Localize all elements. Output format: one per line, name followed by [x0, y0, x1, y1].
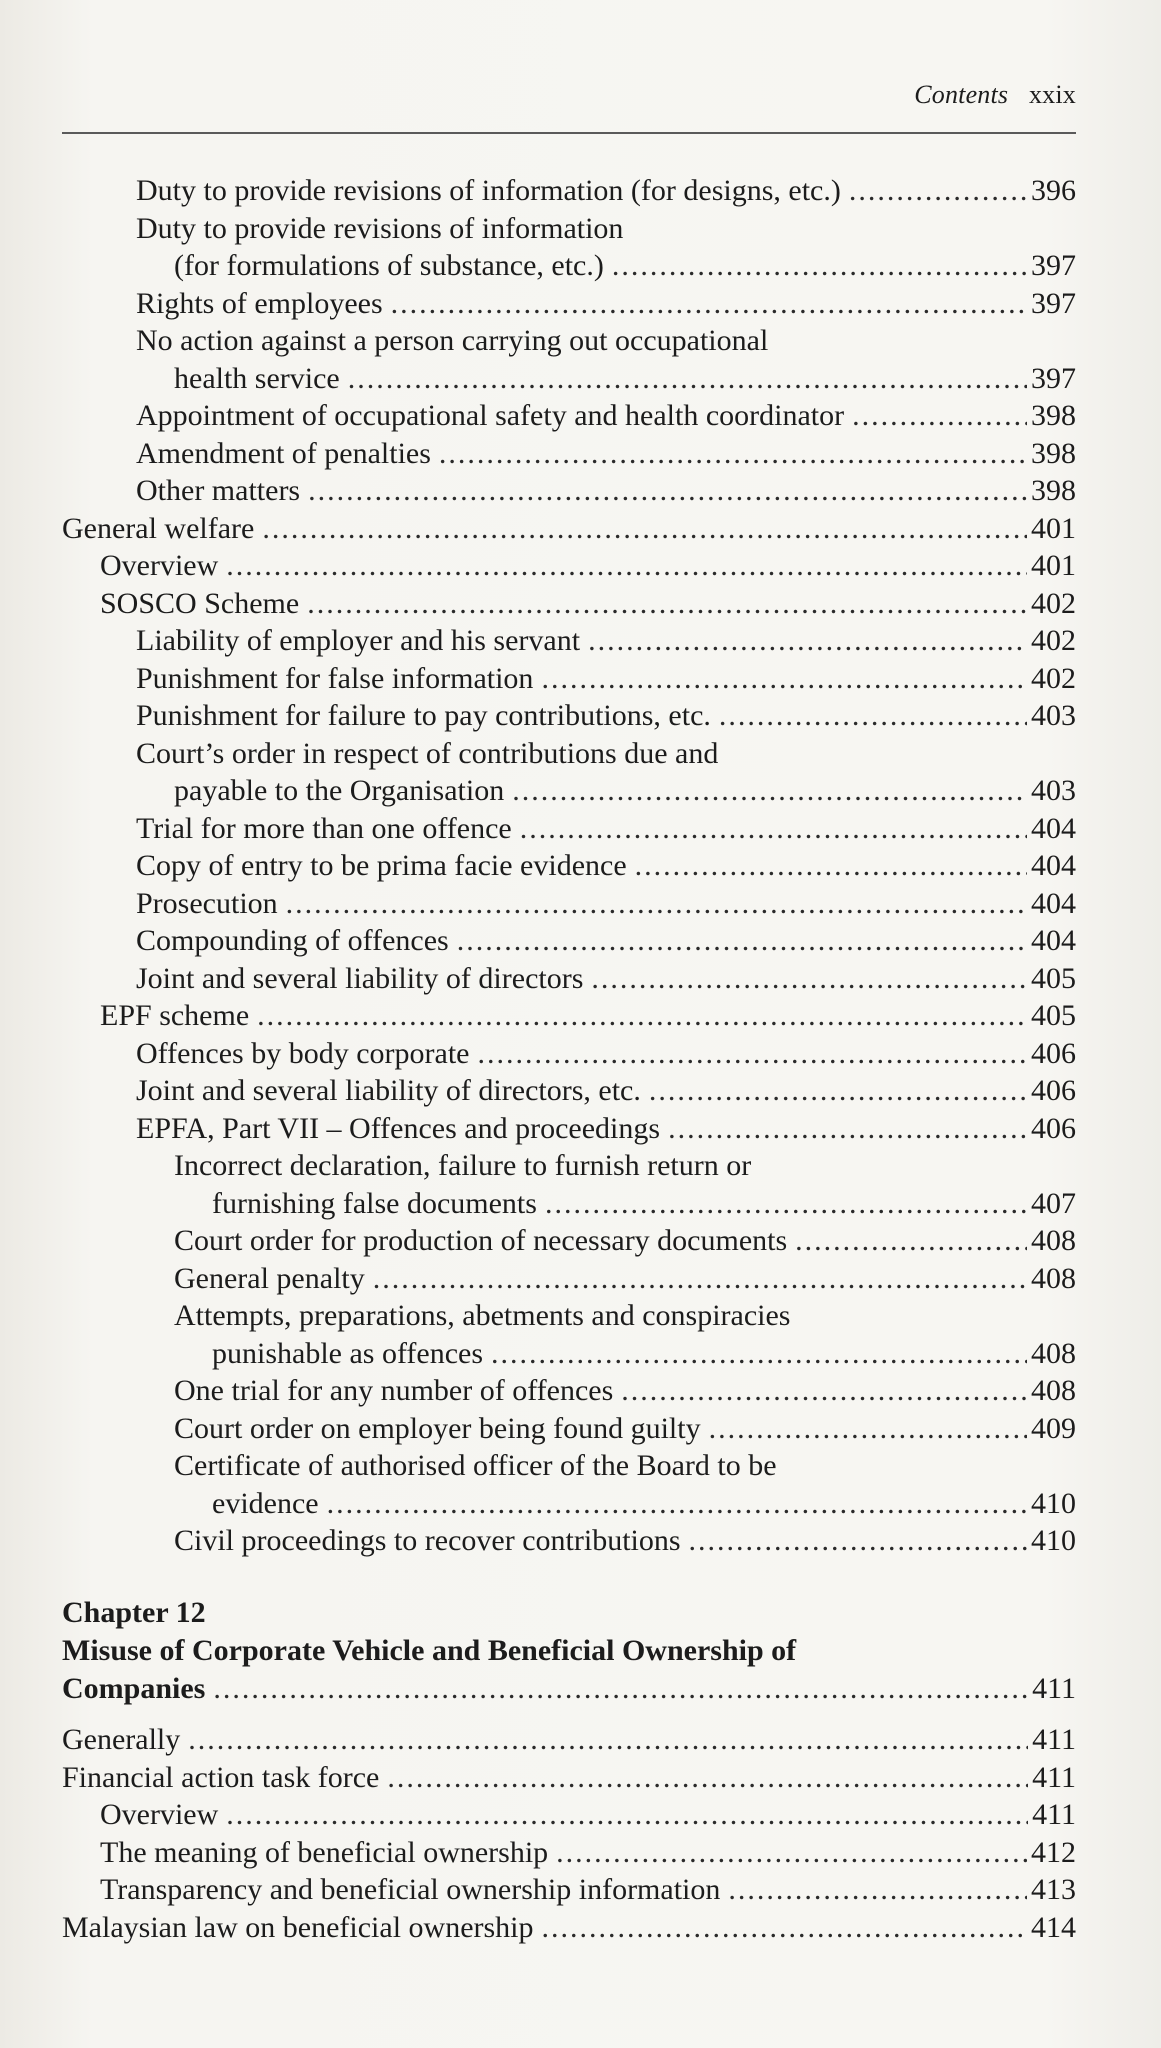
toc-entry [62, 1147, 1076, 1185]
toc-entry-page-number: 398 [1031, 474, 1076, 507]
toc-entry-title: furnishing false documents [212, 1186, 537, 1220]
toc-entry-page-number: 402 [1031, 661, 1076, 695]
running-header-page-number: xxix [1028, 80, 1076, 109]
toc-entry-page-number: 403 [1031, 699, 1076, 732]
toc-entry-page-number: 414 [1031, 1910, 1076, 1944]
toc-entry-title: One trial for any number of offences [174, 1374, 614, 1407]
toc-entry-page-number: 410 [1031, 1486, 1076, 1520]
toc-entry [62, 1447, 1076, 1485]
toc-entry-title: Amendment of penalties [136, 436, 431, 470]
toc-entry [62, 810, 1076, 848]
toc-entry-page-number: 402 [1031, 586, 1076, 620]
toc-entry [62, 1485, 1076, 1523]
chapter-title-entry [62, 1670, 1076, 1708]
toc-entry-page-number: 408 [1031, 1224, 1076, 1257]
toc-entry-title: Duty to provide revisions of information (for designs, etc.) [136, 174, 841, 207]
leader-dots [588, 622, 1027, 660]
toc-entry [62, 885, 1076, 923]
toc-entry-page-number: 405 [1031, 961, 1076, 995]
leader-dots [591, 960, 1027, 998]
toc-entry-page-number: 408 [1031, 1261, 1076, 1295]
toc-entry-title: Attempts, preparations, abetments and conspiracies [174, 1299, 791, 1332]
toc-entries-after [62, 1721, 1076, 1946]
toc-entry-page-number: 401 [1031, 549, 1076, 582]
toc-entry [62, 435, 1076, 473]
toc-entry-title: payable to the Organisation [174, 774, 505, 807]
leader-dots [262, 510, 1027, 548]
toc-entry [62, 1072, 1076, 1110]
toc-entry-title: General penalty [174, 1261, 365, 1295]
toc-entry-page-number: 406 [1031, 1074, 1076, 1107]
leader-dots [612, 247, 1027, 285]
toc-entry [62, 1297, 1076, 1335]
leader-dots [635, 847, 1027, 885]
leader-dots [327, 1485, 1027, 1523]
toc-entry [62, 1871, 1076, 1909]
toc-entry-page-number: 412 [1031, 1835, 1076, 1869]
leader-dots [373, 1260, 1027, 1298]
leader-dots [457, 922, 1027, 960]
toc-entry-title: Malaysian law on beneficial ownership [62, 1910, 534, 1944]
leader-dots [286, 885, 1027, 923]
toc-entry [62, 1834, 1076, 1872]
toc-entry-page-number: 403 [1031, 774, 1076, 807]
chapter-title-line-1: Misuse of Corporate Vehicle and Beneficial Ownership of [62, 1633, 797, 1667]
leader-dots [348, 360, 1027, 398]
toc-entry [62, 1410, 1076, 1448]
leader-dots [478, 1035, 1028, 1073]
toc-entry-page-number: 405 [1031, 999, 1076, 1032]
toc-entry-title: Joint and several liability of directors [136, 961, 584, 995]
toc-entry [62, 697, 1076, 735]
leader-dots [226, 547, 1027, 585]
toc-entry [62, 510, 1076, 548]
chapter-spacer [62, 1707, 1076, 1721]
toc-entry-title: Court’s order in respect of contributions due and [136, 736, 719, 770]
toc-entry-page-number: 408 [1031, 1374, 1076, 1407]
toc-entry [62, 960, 1076, 998]
toc-entry-title: Transparency and beneficial ownership information [100, 1873, 721, 1906]
leader-dots [556, 1834, 1027, 1872]
toc-entry-page-number: 397 [1031, 361, 1076, 395]
toc-entry-title: (for formulations of substance, etc.) [174, 249, 604, 282]
toc-entry [62, 660, 1076, 698]
toc-entry-title: Offences by body corporate [136, 1036, 470, 1070]
toc-entry [62, 210, 1076, 248]
leader-dots [795, 1222, 1027, 1260]
leader-dots [512, 772, 1027, 810]
toc-entry-title: Overview [100, 1798, 219, 1831]
toc-entry [62, 1035, 1076, 1073]
leader-dots [541, 660, 1027, 698]
toc-entry-page-number: 397 [1031, 286, 1076, 320]
toc-entry-page-number: 396 [1031, 174, 1076, 207]
leader-dots [728, 1871, 1027, 1909]
leader-dots [689, 1522, 1027, 1560]
toc-entry-page-number: 408 [1031, 1336, 1076, 1370]
toc-entry-page-number: 404 [1031, 886, 1076, 920]
leader-dots [719, 697, 1027, 735]
toc-entry-page-number: 402 [1031, 624, 1076, 657]
toc-entry-page-number: 404 [1031, 849, 1076, 882]
leader-dots [491, 1335, 1027, 1373]
leader-dots [668, 1110, 1027, 1148]
toc-entry [62, 172, 1076, 210]
leader-dots [308, 472, 1027, 510]
toc-entry-title: punishable as offences [212, 1336, 484, 1370]
toc-entry [62, 1260, 1076, 1298]
table-of-contents [62, 172, 1076, 1946]
header-rule [62, 132, 1076, 134]
toc-entry [62, 1796, 1076, 1834]
toc-entry [62, 922, 1076, 960]
toc-entry [62, 1335, 1076, 1373]
leader-dots [709, 1410, 1027, 1448]
toc-entry [62, 285, 1076, 323]
toc-entry-page-number: 404 [1031, 811, 1076, 845]
chapter-page-number: 411 [1032, 1671, 1076, 1705]
toc-entry [62, 1759, 1076, 1797]
toc-entry-page-number: 411 [1032, 1798, 1076, 1831]
leader-dots [852, 397, 1027, 435]
toc-entry-title: evidence [212, 1486, 319, 1520]
toc-entry-title: Incorrect declaration, failure to furnish return or [174, 1149, 752, 1182]
toc-entry-title: Duty to provide revisions of information [136, 211, 624, 245]
toc-entry-page-number: 409 [1031, 1411, 1076, 1445]
toc-entry [62, 997, 1076, 1035]
toc-entry-title: Liability of employer and his servant [136, 624, 581, 657]
running-header-section: Contents [914, 80, 1009, 109]
toc-entry-title: Copy of entry to be prima facie evidence [136, 849, 627, 882]
toc-entry [62, 622, 1076, 660]
toc-entry-title: No action against a person carrying out occupational [136, 324, 769, 357]
toc-entry [62, 1721, 1076, 1759]
toc-entry-page-number: 413 [1031, 1873, 1076, 1906]
leader-dots [542, 1909, 1027, 1947]
toc-entry-title: Generally [62, 1723, 181, 1756]
leader-dots [439, 435, 1027, 473]
toc-entry [62, 1110, 1076, 1148]
leader-dots [387, 1759, 1028, 1797]
toc-entry-title: Financial action task force [62, 1760, 380, 1794]
toc-entry-title: EPFA, Part VII – Offences and proceedings [136, 1111, 661, 1145]
toc-entry-page-number: 406 [1031, 1036, 1076, 1070]
toc-entry-page-number: 410 [1031, 1524, 1076, 1557]
leader-dots [307, 585, 1027, 623]
toc-entry-title: Appointment of occupational safety and health coordinator [136, 399, 845, 432]
toc-entry [62, 397, 1076, 435]
toc-entries-before [62, 172, 1076, 1560]
toc-entry-title: Trial for more than one offence [136, 811, 512, 845]
toc-entry [62, 585, 1076, 623]
toc-entry-title: Other matters [136, 474, 301, 507]
leader-dots [520, 810, 1027, 848]
toc-entry-page-number: 404 [1031, 924, 1076, 957]
toc-entry [62, 1222, 1076, 1260]
leader-dots [649, 1072, 1027, 1110]
toc-entry-title: Rights of employees [136, 286, 383, 320]
toc-entry-page-number: 411 [1032, 1723, 1076, 1756]
toc-entry-title: Court order for production of necessary documents [174, 1224, 788, 1257]
leader-dots [226, 1796, 1028, 1834]
toc-entry-title: Overview [100, 549, 219, 582]
toc-entry-title: Punishment for false information [136, 661, 534, 695]
toc-entry-title: Joint and several liability of directors, etc. [136, 1074, 641, 1107]
chapter-label: Chapter 12 [62, 1595, 206, 1629]
leader-dots [257, 997, 1027, 1035]
toc-entry-title: Compounding of offences [136, 924, 449, 957]
leader-dots [213, 1670, 1028, 1708]
chapter-title-line-2: Companies [62, 1671, 206, 1705]
toc-entry-title: Court order on employer being found guilty [174, 1411, 701, 1445]
toc-entry [62, 547, 1076, 585]
toc-entry-page-number: 397 [1031, 249, 1076, 282]
toc-entry [62, 1909, 1076, 1947]
toc-entry [62, 847, 1076, 885]
toc-entry [62, 1522, 1076, 1560]
toc-entry [62, 772, 1076, 810]
toc-entry-title: Prosecution [136, 886, 278, 920]
toc-entry-page-number: 406 [1031, 1111, 1076, 1145]
toc-entry [62, 247, 1076, 285]
toc-entry-page-number: 398 [1031, 436, 1076, 470]
toc-entry-title: Civil proceedings to recover contributions [174, 1524, 681, 1557]
toc-entry-page-number: 398 [1031, 399, 1076, 432]
toc-entry-title: General welfare [62, 511, 255, 545]
toc-entry-title: SOSCO Scheme [100, 586, 300, 620]
leader-dots [849, 172, 1027, 210]
toc-entry-page-number: 411 [1032, 1760, 1076, 1794]
toc-entry-title: health service [174, 361, 340, 395]
toc-entry [62, 472, 1076, 510]
toc-entry [62, 1372, 1076, 1410]
toc-entry-title: Punishment for failure to pay contributions, etc. [136, 699, 711, 732]
toc-entry-title: The meaning of beneficial ownership [100, 1835, 549, 1869]
toc-entry [62, 322, 1076, 360]
leader-dots [621, 1372, 1027, 1410]
toc-entry-title: EPF scheme [100, 999, 250, 1032]
toc-entry-page-number: 407 [1031, 1186, 1076, 1220]
leader-dots [545, 1185, 1027, 1223]
leader-dots [188, 1721, 1028, 1759]
toc-entry [62, 735, 1076, 773]
toc-entry [62, 360, 1076, 398]
toc-entry-page-number: 401 [1031, 511, 1076, 545]
toc-entry [62, 1185, 1076, 1223]
toc-entry-title: Certificate of authorised officer of the Board to be [174, 1449, 777, 1482]
running-header [914, 80, 1076, 110]
leader-dots [391, 285, 1027, 323]
